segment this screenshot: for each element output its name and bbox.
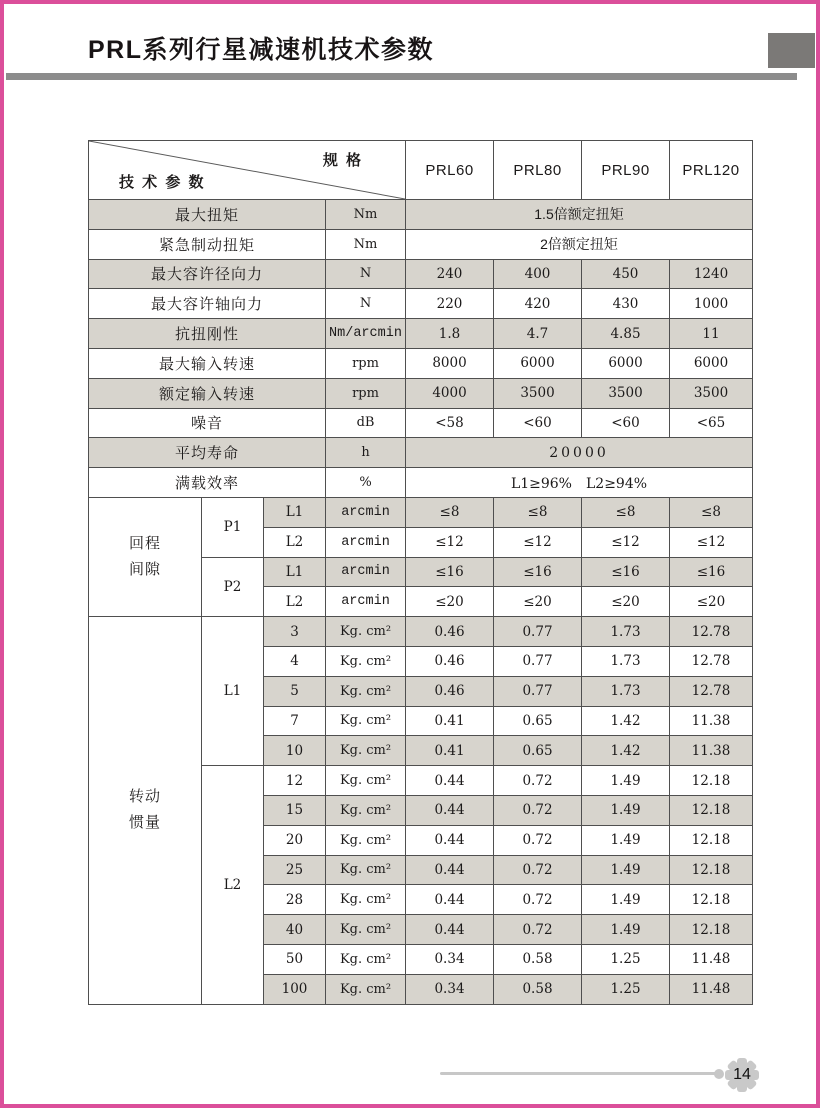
unit-cell: Kg. cm² (326, 676, 406, 706)
page-number-badge (722, 1055, 762, 1095)
value-cell: 1.49 (582, 825, 670, 855)
value-cell: 0.44 (406, 766, 494, 796)
value-cell: 4.85 (582, 319, 670, 349)
ratio-cell: 25 (264, 855, 326, 885)
param-name-cell: 最大容许径向力 (89, 259, 326, 289)
value-cell: 12.18 (670, 795, 753, 825)
value-cell: 1.25 (582, 974, 670, 1004)
value-cell: 1.49 (582, 855, 670, 885)
value-cell: 430 (582, 289, 670, 319)
unit-cell: Kg. cm² (326, 646, 406, 676)
value-cell: 0.65 (494, 706, 582, 736)
value-cell: ≤20 (406, 587, 494, 617)
value-cell: <58 (406, 408, 494, 438)
value-cell: 12.18 (670, 855, 753, 885)
unit-cell: Nm/arcmin (326, 319, 406, 349)
level-label-cell: L2 (264, 527, 326, 557)
param-name-cell: 抗扭刚性 (89, 319, 326, 349)
value-cell: 0.77 (494, 646, 582, 676)
table-row (89, 468, 753, 498)
value-cell: 0.34 (406, 944, 494, 974)
group-label-cell: P2 (202, 557, 264, 617)
corner-spec-label: 规 格 (322, 152, 363, 169)
ratio-cell: 50 (264, 944, 326, 974)
group-label-cell: L1 (202, 617, 264, 766)
param-name-cell: 最大容许轴向力 (89, 289, 326, 319)
value-cell: ≤20 (494, 587, 582, 617)
ratio-cell: 4 (264, 646, 326, 676)
span-value-cell: 1.5倍额定扭矩 (406, 200, 753, 230)
value-cell: 3500 (582, 378, 670, 408)
value-cell: 1.8 (406, 319, 494, 349)
value-cell: 1.49 (582, 915, 670, 945)
value-cell: 0.65 (494, 736, 582, 766)
unit-cell: dB (326, 408, 406, 438)
value-cell: 0.44 (406, 885, 494, 915)
unit-cell: Kg. cm² (326, 766, 406, 796)
unit-cell: rpm (326, 348, 406, 378)
level-label-cell: L2 (264, 587, 326, 617)
value-cell: 1.73 (582, 676, 670, 706)
value-cell: 0.44 (406, 825, 494, 855)
table-row (89, 497, 753, 527)
table-row (89, 289, 753, 319)
value-cell: 12.78 (670, 617, 753, 647)
page-number: 14 (733, 1066, 751, 1083)
unit-cell: Kg. cm² (326, 825, 406, 855)
value-cell: 1.49 (582, 766, 670, 796)
value-cell: 0.77 (494, 617, 582, 647)
value-cell: 240 (406, 259, 494, 289)
value-cell: 6000 (582, 348, 670, 378)
ratio-cell: 7 (264, 706, 326, 736)
value-cell: 1240 (670, 259, 753, 289)
value-cell: 0.41 (406, 706, 494, 736)
value-cell: 11.38 (670, 736, 753, 766)
value-cell: ≤12 (582, 527, 670, 557)
table-row (89, 408, 753, 438)
unit-cell: Kg. cm² (326, 706, 406, 736)
unit-cell: Kg. cm² (326, 855, 406, 885)
value-cell: 1.42 (582, 706, 670, 736)
table-row (89, 348, 753, 378)
value-cell: ≤8 (582, 497, 670, 527)
value-cell: 0.72 (494, 795, 582, 825)
unit-cell: h (326, 438, 406, 468)
value-cell: 0.58 (494, 944, 582, 974)
value-cell: 12.18 (670, 885, 753, 915)
table-row (89, 438, 753, 468)
unit-cell: Kg. cm² (326, 736, 406, 766)
corner-param-label: 技 术 参 数 (119, 174, 206, 191)
unit-cell: arcmin (326, 497, 406, 527)
unit-cell: Kg. cm² (326, 915, 406, 945)
value-cell: 12.18 (670, 825, 753, 855)
value-cell: 6000 (670, 348, 753, 378)
param-name-cell: 平均寿命 (89, 438, 326, 468)
value-cell: 0.46 (406, 676, 494, 706)
page-title: PRL系列行星减速机技术参数 (88, 36, 435, 64)
value-cell: 0.46 (406, 617, 494, 647)
unit-cell: % (326, 468, 406, 498)
ratio-cell: 10 (264, 736, 326, 766)
value-cell: 220 (406, 289, 494, 319)
value-cell: 3500 (494, 378, 582, 408)
ratio-cell: 12 (264, 766, 326, 796)
unit-cell: Kg. cm² (326, 885, 406, 915)
value-cell: 0.72 (494, 885, 582, 915)
value-cell: <60 (494, 408, 582, 438)
value-cell: ≤20 (670, 587, 753, 617)
value-cell: ≤12 (670, 527, 753, 557)
model-header-cell: PRL120 (670, 141, 753, 200)
value-cell: 12.18 (670, 766, 753, 796)
value-cell: 1.49 (582, 885, 670, 915)
param-name-cell: 最大输入转速 (89, 348, 326, 378)
value-cell: 0.72 (494, 915, 582, 945)
value-cell: 4000 (406, 378, 494, 408)
value-cell: 1.73 (582, 646, 670, 676)
table-row (89, 378, 753, 408)
value-cell: 1.73 (582, 617, 670, 647)
unit-cell: N (326, 259, 406, 289)
unit-cell: Nm (326, 200, 406, 230)
unit-cell: arcmin (326, 557, 406, 587)
value-cell: 1000 (670, 289, 753, 319)
value-cell: 0.58 (494, 974, 582, 1004)
unit-cell: rpm (326, 378, 406, 408)
ratio-cell: 5 (264, 676, 326, 706)
group-label-cell: P1 (202, 497, 264, 557)
param-name-cell: 紧急制动扭矩 (89, 229, 326, 259)
unit-cell: Nm (326, 229, 406, 259)
value-cell: 450 (582, 259, 670, 289)
spec-table (88, 140, 753, 1005)
value-cell: 0.72 (494, 825, 582, 855)
table-header-row (89, 141, 753, 200)
value-cell: 11 (670, 319, 753, 349)
value-cell: 0.72 (494, 766, 582, 796)
value-cell: ≤8 (494, 497, 582, 527)
table-row (89, 259, 753, 289)
corner-cell (89, 141, 406, 200)
span-value-cell: 20000 (406, 438, 753, 468)
title-underline (6, 73, 797, 80)
unit-cell: Kg. cm² (326, 617, 406, 647)
value-cell: 12.78 (670, 676, 753, 706)
ratio-cell: 15 (264, 795, 326, 825)
value-cell: 400 (494, 259, 582, 289)
span-value-cell: 2倍额定扭矩 (406, 229, 753, 259)
unit-cell: Kg. cm² (326, 795, 406, 825)
value-cell: 11.48 (670, 974, 753, 1004)
section-label-cell-backlash: 回程 间隙 (89, 497, 202, 616)
span-value-cell: L1≥96% L2≥94% (406, 468, 753, 498)
ratio-cell: 28 (264, 885, 326, 915)
param-name-cell: 噪音 (89, 408, 326, 438)
unit-cell: Kg. cm² (326, 944, 406, 974)
value-cell: 4.7 (494, 319, 582, 349)
value-cell: 0.34 (406, 974, 494, 1004)
value-cell: 12.78 (670, 646, 753, 676)
value-cell: ≤16 (582, 557, 670, 587)
value-cell: 3500 (670, 378, 753, 408)
value-cell: ≤16 (406, 557, 494, 587)
value-cell: 11.38 (670, 706, 753, 736)
value-cell: 0.41 (406, 736, 494, 766)
value-cell: <60 (582, 408, 670, 438)
footer-rule (440, 1072, 718, 1075)
value-cell: ≤8 (406, 497, 494, 527)
value-cell: 6000 (494, 348, 582, 378)
model-header-cell: PRL80 (494, 141, 582, 200)
value-cell: ≤12 (406, 527, 494, 557)
value-cell: ≤16 (670, 557, 753, 587)
spec-table-container (88, 140, 753, 1005)
unit-cell: arcmin (326, 587, 406, 617)
value-cell: 0.44 (406, 855, 494, 885)
value-cell: 12.18 (670, 915, 753, 945)
value-cell: ≤16 (494, 557, 582, 587)
table-row (89, 200, 753, 230)
unit-cell: Kg. cm² (326, 974, 406, 1004)
level-label-cell: L1 (264, 497, 326, 527)
value-cell: ≤20 (582, 587, 670, 617)
header-corner-block (768, 33, 815, 68)
value-cell: 0.46 (406, 646, 494, 676)
param-name-cell: 额定输入转速 (89, 378, 326, 408)
ratio-cell: 3 (264, 617, 326, 647)
group-label-cell: L2 (202, 766, 264, 1004)
value-cell: <65 (670, 408, 753, 438)
value-cell: 11.48 (670, 944, 753, 974)
value-cell: 420 (494, 289, 582, 319)
table-row (89, 229, 753, 259)
ratio-cell: 40 (264, 915, 326, 945)
ratio-cell: 20 (264, 825, 326, 855)
model-header-cell: PRL90 (582, 141, 670, 200)
value-cell: 0.44 (406, 795, 494, 825)
section-label-cell-inertia: 转动 惯量 (89, 617, 202, 1004)
value-cell: ≤12 (494, 527, 582, 557)
param-name-cell: 最大扭矩 (89, 200, 326, 230)
value-cell: 1.42 (582, 736, 670, 766)
table-row (89, 617, 753, 647)
value-cell: 8000 (406, 348, 494, 378)
unit-cell: N (326, 289, 406, 319)
value-cell: 0.77 (494, 676, 582, 706)
value-cell: 1.49 (582, 795, 670, 825)
value-cell: ≤8 (670, 497, 753, 527)
table-row (89, 319, 753, 349)
value-cell: 1.25 (582, 944, 670, 974)
unit-cell: arcmin (326, 527, 406, 557)
value-cell: 0.44 (406, 915, 494, 945)
param-name-cell: 满载效率 (89, 468, 326, 498)
level-label-cell: L1 (264, 557, 326, 587)
value-cell: 0.72 (494, 855, 582, 885)
ratio-cell: 100 (264, 974, 326, 1004)
model-header-cell: PRL60 (406, 141, 494, 200)
